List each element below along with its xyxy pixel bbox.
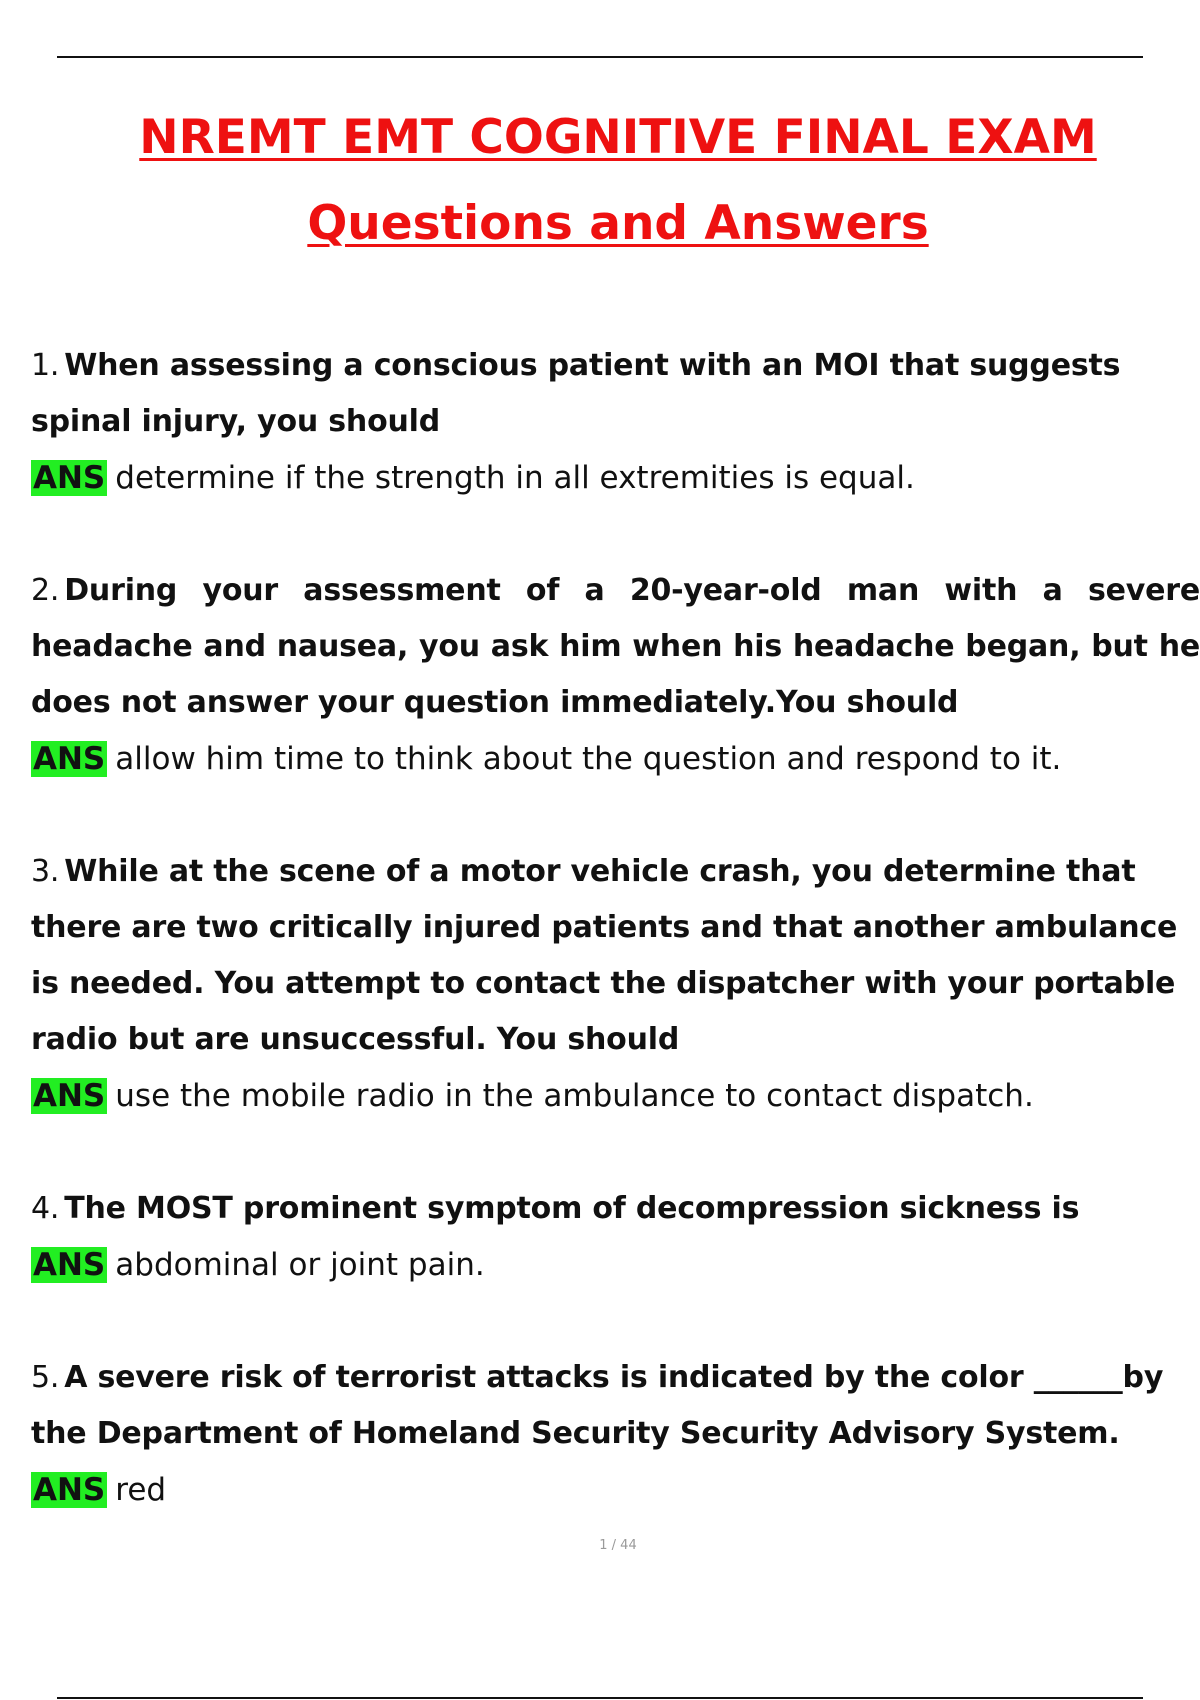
question-number: 1.: [31, 348, 60, 383]
answer-line: [31, 1237, 1200, 1293]
question-text: [31, 1350, 1200, 1462]
answer-label: ANS: [33, 741, 106, 777]
answer-label: ANS: [33, 1472, 106, 1508]
question-body: The MOST prominent symptom of decompression sickness is: [64, 1191, 1080, 1226]
top-divider: [57, 56, 1143, 58]
answer-label: ANS: [33, 460, 106, 496]
question-item-2: [31, 563, 1200, 787]
answer-text: red: [115, 1472, 167, 1508]
answer-line: [31, 450, 1200, 506]
answer-label: ANS: [33, 1247, 106, 1283]
question-body: While at the scene of a motor vehicle crash, you determine that there are two critically injured patients and that another ambulance is needed. You attempt to contact the dispatcher with your portable radio but are unsuccessful. You should: [31, 854, 1178, 1057]
question-list: [31, 338, 1200, 1575]
answer-label: ANS: [33, 1078, 106, 1114]
question-body: A severe risk of terrorist attacks is indicated by the color ______by the Department of Homeland Security Security Advisory System.: [31, 1360, 1164, 1451]
document-title: NREMT EMT COGNITIVE FINAL EXAM: [139, 110, 1097, 165]
question-text: [31, 844, 1200, 1068]
answer-line: [31, 1462, 1200, 1518]
page-number: 1 / 44: [599, 1538, 637, 1553]
question-body: When assessing a conscious patient with an MOI that suggests spinal injury, you should: [31, 348, 1121, 439]
question-text: [31, 338, 1200, 450]
question-number: 5.: [31, 1360, 60, 1395]
question-text: [31, 563, 1200, 731]
bottom-divider: [57, 1697, 1143, 1699]
answer-line: [31, 1068, 1200, 1124]
answer-text: use the mobile radio in the ambulance to contact dispatch.: [115, 1078, 1034, 1114]
question-number: 3.: [31, 854, 60, 889]
question-item-5: [31, 1350, 1200, 1518]
answer-text: abdominal or joint pain.: [115, 1247, 485, 1283]
document-subtitle: Questions and Answers: [307, 196, 929, 251]
answer-text: allow him time to think about the question and respond to it.: [115, 741, 1062, 777]
question-number: 2.: [31, 573, 60, 608]
question-item-1: [31, 338, 1200, 506]
answer-line: [31, 731, 1200, 787]
question-body: During your assessment of a 20-year-old man with a severe headache and nausea, you ask him when his headache began, but he does not answer your question immediately.You should: [31, 573, 1200, 720]
question-item-3: [31, 844, 1200, 1124]
question-item-4: [31, 1181, 1200, 1293]
answer-text: determine if the strength in all extremities is equal.: [115, 460, 915, 496]
question-number: 4.: [31, 1191, 60, 1226]
question-text: [31, 1181, 1200, 1237]
